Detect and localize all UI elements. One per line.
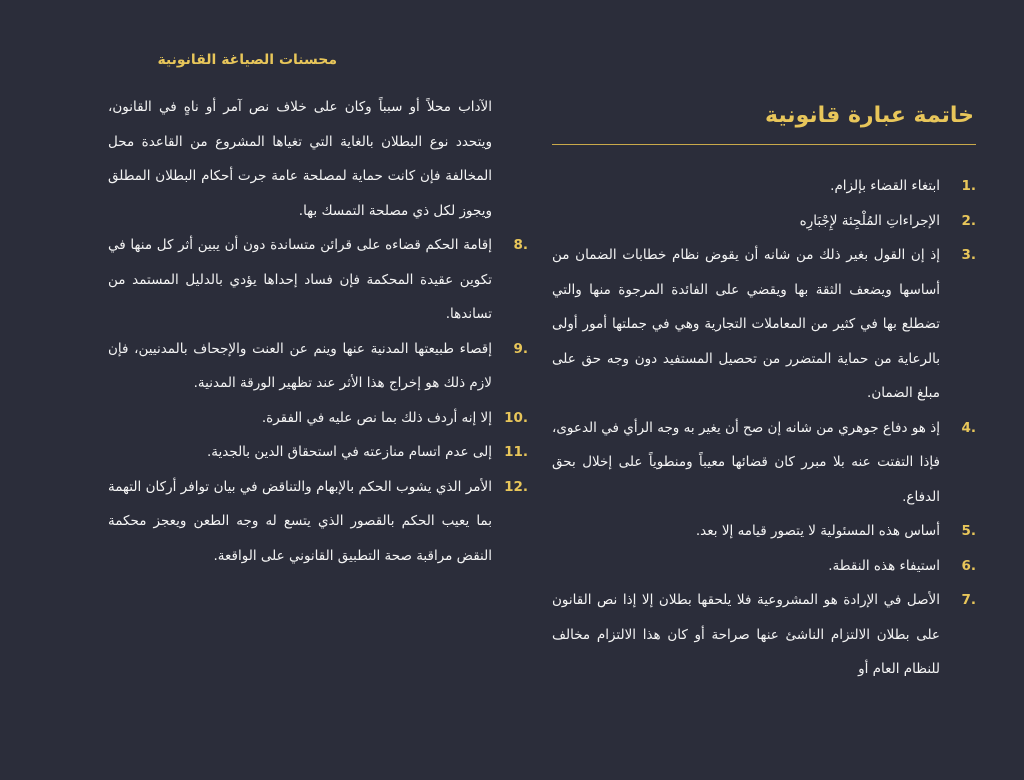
- list-item-number: 3.: [961, 247, 976, 263]
- list-item-number: 2.: [961, 212, 976, 229]
- list-item: [108, 401, 528, 436]
- list-item-text: الإجراءاتِ المُلْجِئة لإِجْبَارِه: [799, 212, 940, 229]
- list-item: [552, 169, 976, 204]
- list-item-number: 7.: [961, 592, 976, 608]
- list-item-text: إلا إنه أردف ذلك بما نص عليه في الفقرة.: [261, 409, 492, 426]
- list-item: [552, 238, 976, 411]
- list-item-text: إلى عدم اتسام منازعته في استحقاق الدين بالجدية.: [206, 444, 492, 460]
- list-item: [108, 228, 528, 332]
- list-item-number: 12.: [504, 478, 528, 495]
- list-item-text: إذ هو دفاع جوهري من شانه إن صح أن يغير به وجه الرأي في الدعوى، فإذا التفتت عنه بلا مبرر كان قضائها معيباً ومنطوياً على إخلال بحق الدفاع.: [552, 419, 940, 505]
- list-item: [552, 204, 976, 239]
- list-item-text: الأمر الذي يشوب الحكم بالإبهام والتناقض في بيان توافر أركان التهمة بما يعيب الحكم بالقصور الذي يتسع له وجه الطعن ويعجز محكمة النقض مراقبة صحة التطبيق القانوني على الواقعة.: [108, 478, 492, 564]
- list-item-number: 8.: [513, 237, 528, 253]
- list-item-number: 11.: [504, 444, 528, 460]
- list-item: [108, 332, 528, 401]
- list-item-text: الأصل في الإرادة هو المشروعية فلا يلحقها بطلان إلا إذا نص القانون على بطلان الالتزام الناشئ عنها صراحة أو كان هذا الالتزام مخالف للنظام العام أو: [552, 592, 940, 677]
- list-item-number: 9.: [513, 340, 528, 357]
- left-column: [108, 90, 528, 573]
- list-item-number: 4.: [961, 419, 976, 436]
- list-item-number: 1.: [961, 178, 976, 194]
- list-item-number: 5.: [961, 523, 976, 539]
- list-item-text: أساس هذه المسئولية لا يتصور قيامه إلا بعد.: [695, 523, 940, 539]
- continuation-paragraph: الآداب محلاً أو سبباً وكان على خلاف نص آمر أو ناهٍ في القانون، ويتحدد نوع البطلان بالغاية التي تغياها المشروع من القاعدة محل المخالفة فإن كانت حماية لمصلحة عامة جرت أحكام البطلان المطلق ويجوز لكل ذي مصلحة التمسك بها.: [108, 99, 492, 219]
- list-item: [552, 514, 976, 549]
- list-item-number: 10.: [504, 409, 528, 426]
- section-title: خاتمة عبارة قانونية: [764, 103, 974, 128]
- list-item: [108, 470, 528, 574]
- list-item-text: إذ إن القول بغير ذلك من شانه أن يقوض نظام خطابات الضمان من أساسها ويضعف الثقة بها ويقضي على الفائدة المرجوة منها والتي تضطلع بها في كثير من المعاملات التجارية وهي في جملتها أمور أولى بالرعاية من حماية المتضرر من تحصيل المستفيد دون وجه حق على مبلغ الضمان.: [552, 247, 940, 401]
- running-header: محسنات الصياغة القانونية: [157, 52, 337, 68]
- title-divider: [552, 144, 976, 145]
- list-item-number: 6.: [961, 557, 976, 574]
- right-column: [552, 98, 976, 687]
- list-item-text: استيفاء هذه النقطة.: [828, 557, 940, 574]
- list-item-text: إقامة الحكم قضاءه على قرائن متساندة دون أن يبين أثر كل منها في تكوين عقيدة المحكمة فإن فساد إحداها يؤدي بالدليل المستمد من تساندها.: [108, 237, 492, 322]
- list-item: [552, 583, 976, 687]
- list-item-text: إقصاء طبيعتها المدنية عنها وينم عن العنت والإجحاف بالمدنيين، فإن لازم ذلك هو إخراج هذا الأثر عند تظهير الورقة المدنية.: [108, 340, 492, 391]
- list-item: [552, 549, 976, 584]
- list-item-text: ابتغاء القضاء بإلزام.: [830, 178, 940, 194]
- list-item: [552, 411, 976, 515]
- list-item: [108, 435, 528, 470]
